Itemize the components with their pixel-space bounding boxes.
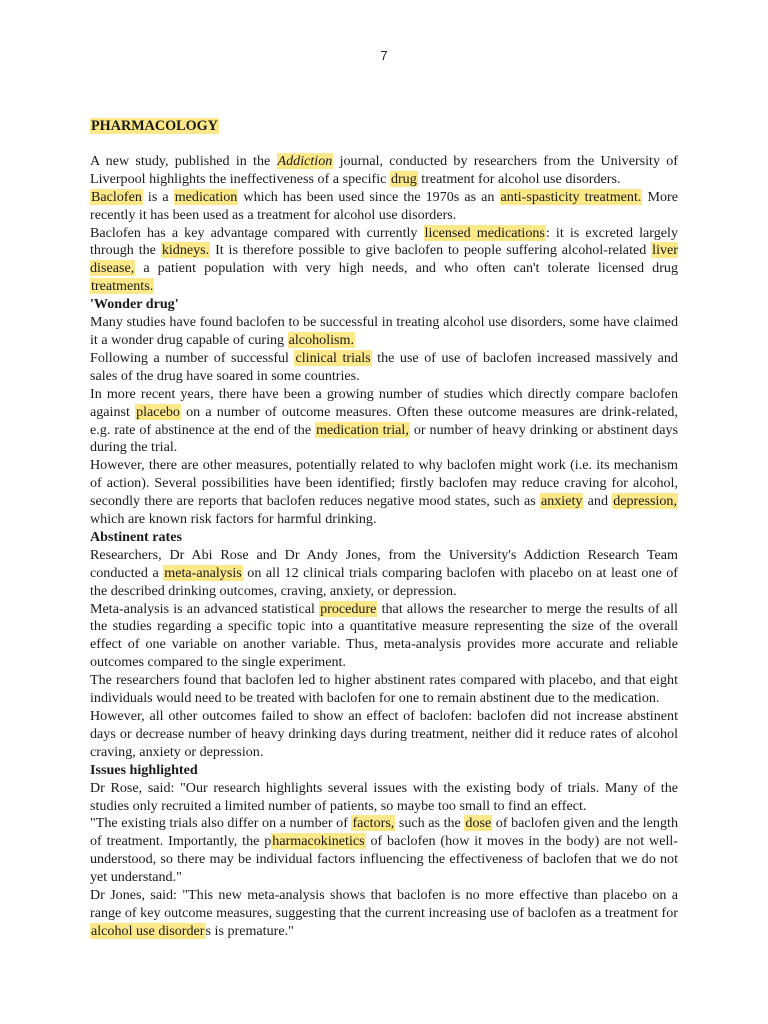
highlighted-term: Addiction [277, 152, 333, 169]
text-run: More recently it has been used as a treatment for alcohol use disorders. [90, 188, 678, 223]
highlighted-term: alcoholism. [288, 331, 355, 348]
highlighted-term: Baclofen [91, 188, 142, 205]
highlighted-term: anxiety [540, 493, 583, 510]
text-run: Issues highlighted [90, 761, 198, 778]
text-run: of baclofen (how it moves in the body) are not well-understood, so there may be individual factors influencing the effectiveness of baclofen that we do not yet understand." [90, 833, 678, 886]
baclofen-definition-paragraph [90, 189, 678, 225]
section-title-highlight: PHARMACOLOGY [91, 118, 218, 134]
text-run: : it is excreted largely through the [90, 224, 678, 259]
highlighted-term: alcohol use disorder [91, 922, 205, 939]
text-run: on all 12 clinical trials comparing baclofen with placebo on at least one of the described drinking outcomes, craving, anxiety, or depression. [90, 564, 678, 599]
text-run: 'Wonder drug' [90, 296, 179, 313]
text-run: However, all other outcomes failed to show an effect of baclofen: baclofen did not increase abstinent days or decrease number of heavy drinking days during treatment, neither did it reduce rates of alcohol craving, anxiety or depression. [90, 708, 678, 760]
text-run: s is premature." [205, 922, 294, 939]
highlighted-term: medication [174, 188, 238, 205]
heading-issues-highlighted [90, 762, 678, 780]
heading-wonder-drug [90, 296, 678, 314]
highlighted-term: harmacokinetics [272, 833, 365, 850]
other-outcomes-paragraph [90, 708, 678, 762]
text-run: Dr Rose, said: "Our research highlights several issues with the existing body of trials. Many of the studies only recruited a limited number of patients, so maybe too small to find an effect. [90, 779, 678, 814]
highlighted-term: medication trial, [316, 421, 409, 438]
page-number: 7 [380, 48, 388, 63]
text-run: or number of heavy drinking or abstinent days during the trial. [90, 421, 678, 456]
placebo-paragraph [90, 386, 678, 458]
text-run: such as the [395, 815, 465, 832]
paragraph-list [90, 153, 678, 941]
text-run: treatment for alcohol use disorders. [417, 170, 621, 187]
highlighted-term: treatments. [91, 278, 154, 295]
article-body [90, 118, 678, 941]
researchers-paragraph [90, 547, 678, 601]
baclofen-advantage-paragraph [90, 225, 678, 297]
highlighted-term: placebo [136, 403, 180, 420]
highlighted-term: licensed medications [424, 224, 545, 241]
text-run: is a [142, 188, 174, 205]
text-run: In more recent years, there have been a growing number of studies which directly compare baclofen against [90, 385, 678, 420]
text-run: Abstinent rates [90, 528, 182, 545]
text-run: on a number of outcome measures. Often these outcome measures are drink-related, e.g. rate of abstinence at the end of the [90, 403, 678, 438]
text-run: However, there are other measures, potentially related to why baclofen might work (i.e. its mechanism of action). Several possibilities have been identified; firstly baclofen may reduce craving for alcohol, secondly there are reports that baclofen reduces negative mood states, such as [90, 457, 678, 510]
highlighted-term: dose [465, 815, 492, 832]
text-run: Researchers, Dr Abi Rose and Dr Andy Jones, from the University's Addiction Research Team conducted a [90, 546, 678, 581]
highlighted-term: anti-spasticity treatment. [500, 188, 642, 205]
text-run: A new study, published in the [90, 152, 277, 169]
text-run: which has been used since the 1970s as an [238, 188, 500, 205]
highlighted-term: clinical trials [295, 349, 371, 366]
text-run: journal, conducted by researchers from the University of Liverpool highlights the ineffectiveness of a specific [90, 152, 678, 187]
text-run: of baclofen given and the length of treatment. Importantly, the p [90, 815, 678, 850]
highlighted-term: factors, [352, 815, 395, 832]
highlighted-term: procedure [320, 600, 377, 617]
highlighted-term: depression, [613, 493, 677, 510]
text-run: the use of use of baclofen increased massively and sales of the drug have soared in some countries. [90, 349, 678, 384]
highlighted-term: kidneys. [161, 242, 210, 259]
text-run: Meta-analysis is an advanced statistical [90, 600, 320, 617]
text-run: Many studies have found baclofen to be successful in treating alcohol use disorders, some have claimed it a wonder drug capable of curing [90, 314, 678, 348]
highlighted-term: liver disease, [90, 242, 678, 277]
text-run: Baclofen has a key advantage compared with currently [90, 224, 424, 241]
findings-paragraph [90, 672, 678, 708]
existing-trials-paragraph [90, 815, 678, 887]
text-run: that allows the researcher to merge the results of all the studies regarding a specific topic into a quantitative measure representing the size of the overall effect of one variable on another variable. Thus, meta-analysis provides more accurate and reliable outcomes compared to the single experiment. [90, 600, 678, 671]
dr-rose-paragraph [90, 780, 678, 816]
clinical-trials-paragraph [90, 350, 678, 386]
highlighted-term: meta-analysis [164, 564, 242, 581]
section-title [90, 118, 678, 136]
text-run: The researchers found that baclofen led to higher abstinent rates compared with placebo, and that eight individuals would need to be treated with baclofen for one to remain abstinent due to the medication. [90, 672, 678, 707]
text-run: which are known risk factors for harmful drinking. [90, 511, 377, 528]
text-run: Dr Jones, said: "This new meta-analysis shows that baclofen is no more effective than placebo on a range of key outcome measures, suggesting that the current increasing use of baclofen as a treatment for [90, 887, 678, 921]
heading-abstinent-rates [90, 529, 678, 547]
dr-jones-paragraph [90, 887, 678, 941]
text-run: It is therefore possible to give baclofen to people suffering alcohol-related [210, 242, 652, 259]
text-run: "The existing trials also differ on a number of [90, 815, 352, 832]
meta-analysis-paragraph [90, 601, 678, 673]
intro-paragraph [90, 153, 678, 189]
text-run: Following a number of successful [90, 349, 295, 366]
wonder-drug-paragraph [90, 314, 678, 350]
text-run: and [583, 493, 613, 510]
highlighted-term: drug [390, 170, 417, 187]
mechanism-paragraph [90, 457, 678, 529]
text-run: a patient population with very high needs, and who often can't tolerate licensed drug [135, 260, 678, 277]
